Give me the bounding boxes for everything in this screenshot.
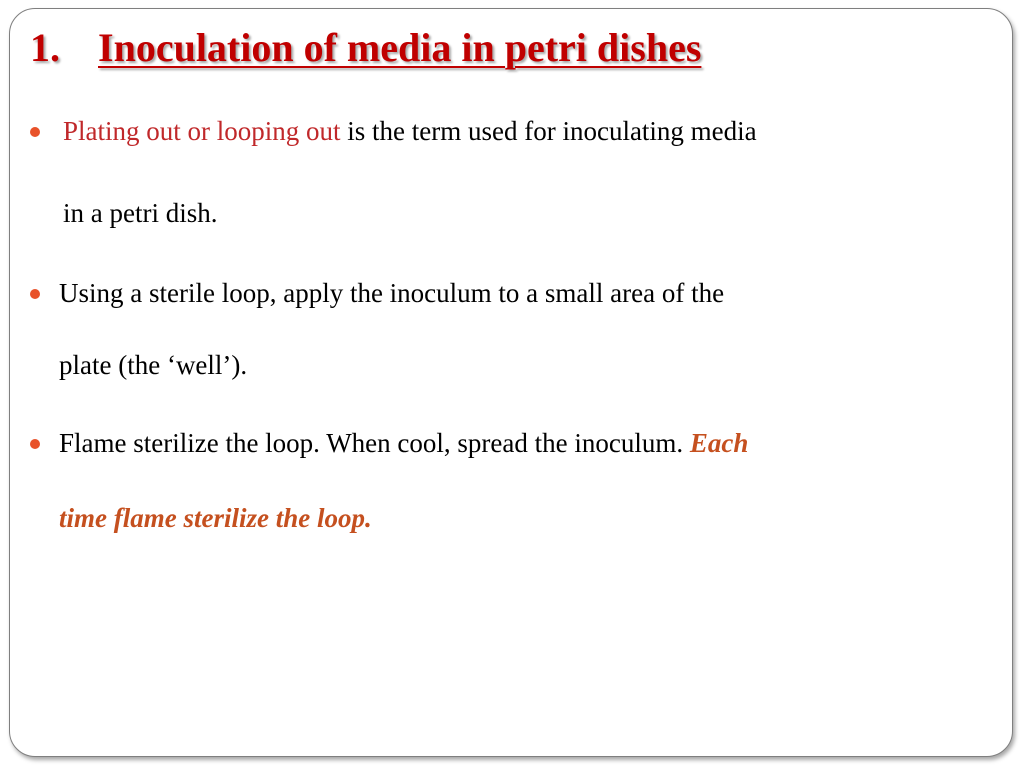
emphasis-text-continued: time flame sterilize the loop. bbox=[59, 503, 372, 533]
bullet-line: Using a sterile loop, apply the inoculum to a small area of the bbox=[59, 278, 725, 308]
bullet-line-continued: in a petri dish. bbox=[63, 198, 218, 228]
plating-definition: is the term used for inoculating media bbox=[340, 116, 757, 146]
bullet-dot bbox=[30, 439, 40, 449]
bullet-line-continued: plate (the ‘well’). bbox=[59, 350, 248, 380]
bullet-dot bbox=[30, 289, 40, 299]
title-number: 1. bbox=[30, 25, 60, 70]
flame-instruction: Flame sterilize the loop. When cool, spread the inoculum. bbox=[59, 428, 690, 458]
slide-title bbox=[30, 25, 702, 70]
plating-term: Plating out or looping out bbox=[63, 116, 341, 146]
bullet-line bbox=[63, 118, 757, 145]
bullet-dot bbox=[30, 127, 40, 137]
bullet-line bbox=[59, 430, 748, 457]
title-text: Inoculation of media in petri dishes bbox=[98, 25, 702, 70]
emphasis-text: Each bbox=[689, 428, 749, 458]
